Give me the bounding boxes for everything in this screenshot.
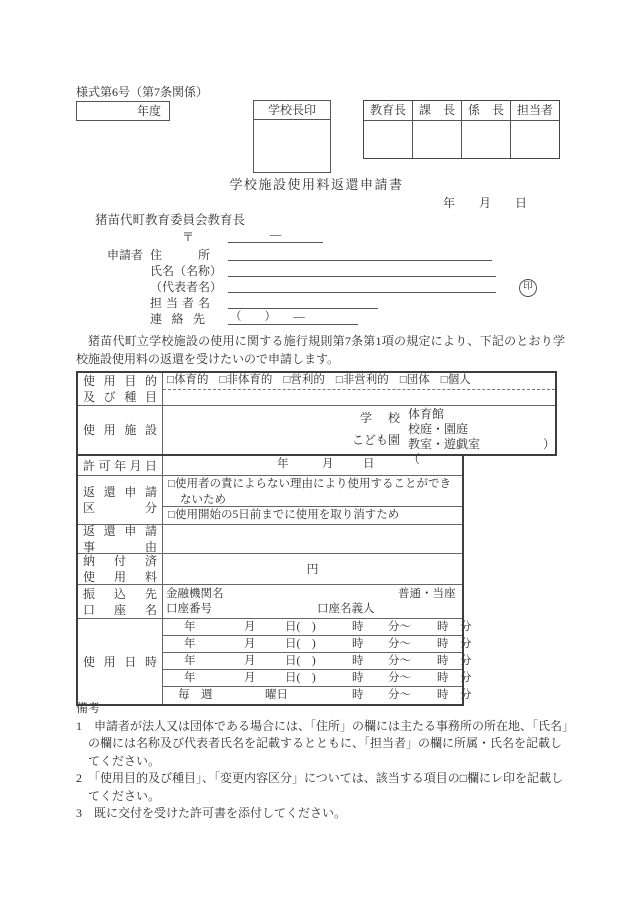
refund-category-option-1: □使用者の責によらない理由により使用することができないため	[163, 476, 462, 507]
approval-col-superintendent: 教育長	[364, 101, 413, 120]
recipient-line: 猪苗代町教育委員会教育長	[95, 213, 246, 227]
facility-option-grounds: 校庭・園庭	[408, 422, 469, 436]
bank-account-content	[163, 585, 462, 618]
intro-paragraph: 猪苗代町立学校施設の使用に関する施行規則第7条第1項の規定により、下記のとおり学校施設使用料の返還を受けたいので申請します。	[76, 334, 565, 366]
yen-unit: 円	[306, 561, 319, 576]
purpose-option-individual: □個人	[440, 374, 471, 387]
refund-reason-content	[163, 525, 462, 553]
fiscal-year-label: 年度	[136, 103, 161, 118]
usage-date-line: 年 月 日( ) 時 分～ 時 分	[163, 619, 462, 636]
name-line	[228, 262, 496, 277]
purpose-content	[163, 373, 555, 405]
refund-category-option-2: □使用開始の5日前までに使用を取り消すため	[168, 509, 400, 521]
contact-line: （ ） —	[228, 310, 358, 325]
remark-item-1: 1 申請者が法人又は団体である場合には、「住所」の欄には主たる事務所の所在地、「氏名」の欄には名称及び代表者氏名を記載するとともに、「担当者」の欄に所属・氏名を記載してください。	[76, 718, 569, 768]
school-label: 学 校	[360, 411, 400, 425]
account-number-label: 口座番号	[166, 603, 212, 615]
facility-option-gym: 体育館	[408, 407, 445, 421]
applicant-group-label: 申請者	[107, 248, 144, 262]
table-narrow-block	[76, 456, 472, 706]
paid-fee-row	[78, 554, 462, 585]
facility-content	[163, 406, 555, 466]
approval-stamp-cell	[462, 120, 511, 158]
bank-account-row	[78, 585, 462, 619]
postal-code-line	[228, 228, 323, 243]
permit-year: 年	[277, 458, 289, 470]
approval-col-section-chief: 課 長	[413, 101, 462, 120]
kindergarten-label: こども園	[352, 433, 401, 447]
principal-seal-box	[253, 100, 331, 173]
postal-mark: 〒	[182, 230, 195, 244]
fiscal-year-box	[76, 101, 170, 121]
purpose-option-athletic: □体育的	[167, 374, 209, 387]
approval-stamp-cell	[511, 120, 559, 158]
approval-stamp-cell	[413, 120, 462, 158]
refund-category-label: 返 還 申 請 区 分	[78, 476, 163, 524]
address-line	[228, 246, 492, 261]
usage-datetime-label: 使 用 日 時	[78, 619, 163, 704]
refund-category-content	[163, 476, 462, 524]
purpose-option-non-commercial: □非営利的	[335, 374, 389, 387]
usage-datetime-content	[163, 619, 472, 704]
address-label: 住 所	[150, 248, 210, 262]
bank-account-label: 振 込 先 口 座 名	[78, 585, 163, 618]
purpose-writein-line	[163, 390, 555, 405]
remarks-heading: 備考	[76, 701, 101, 715]
permit-date-content	[163, 456, 462, 475]
approval-table	[363, 100, 560, 159]
date-line: 年 月 日	[443, 196, 528, 210]
seal-mark: 印	[523, 282, 533, 293]
application-table	[76, 371, 557, 706]
institution-label: 金融機関名	[166, 588, 224, 600]
contact-person-line	[228, 294, 378, 309]
contact-person-label: 担 当 者 名	[150, 296, 210, 310]
representative-label: （代表者名）	[150, 280, 223, 294]
remarks-section	[76, 700, 570, 823]
facility-option-room: 教室・遊戯室（ ）	[408, 437, 555, 466]
purpose-option-non-athletic: □非体育的	[219, 374, 273, 387]
approval-stamp-row	[364, 120, 559, 158]
form-number: 様式第6号（第7条関係）	[76, 85, 209, 99]
remark-item-3: 3 既に交付を受けた許可書を添付してください。	[76, 806, 347, 820]
paid-fee-label: 納 付 済 使 用 料	[78, 554, 163, 584]
usage-date-line: 年 月 日( ) 時 分～ 時 分	[163, 670, 462, 687]
approval-stamp-cell	[364, 120, 413, 158]
approval-header-row	[364, 101, 559, 120]
usage-date-line: 年 月 日( ) 時 分～ 時 分	[163, 653, 462, 670]
purpose-option-group: □団体	[399, 374, 430, 387]
postal-separator: —	[269, 229, 282, 241]
seal-stamp-icon	[519, 279, 537, 297]
permit-day: 日	[363, 458, 375, 470]
purpose-options-line	[163, 373, 555, 390]
room-writein-gap	[486, 437, 543, 467]
purpose-row	[78, 373, 555, 406]
facility-label: 使 用 施 設	[78, 406, 163, 454]
usage-datetime-row	[78, 619, 472, 704]
purpose-label: 使 用 目 的 及 び 種 目	[78, 373, 163, 405]
account-type-label: 普通・当座	[398, 588, 456, 600]
permit-month: 月	[322, 458, 334, 470]
name-label: 氏名（名称）	[150, 264, 223, 278]
usage-weekly-line: 毎 週 曜日 時 分～ 時 分	[178, 689, 472, 701]
contact-label: 連 絡 先	[150, 312, 205, 326]
remark-item-2: 2 「使用目的及び種目」、「変更内容区分」については、該当する項目の□欄にレ印を記載してください。	[76, 771, 564, 803]
purpose-option-commercial: □営利的	[283, 374, 325, 387]
principal-seal-area	[254, 120, 330, 172]
refund-category-row	[78, 476, 462, 525]
paid-fee-content	[163, 554, 462, 584]
representative-line	[228, 278, 496, 293]
form-title: 学校施設使用料返還申請書	[229, 177, 404, 192]
approval-col-subsection-chief: 係 長	[462, 101, 511, 120]
usage-date-line: 年 月 日( ) 時 分～ 時 分	[163, 636, 462, 653]
refund-reason-label: 返 還 申 請 事 由	[78, 525, 163, 553]
approval-col-person-in-charge: 担当者	[516, 103, 553, 117]
permit-date-row	[78, 456, 462, 476]
refund-reason-row	[78, 525, 462, 554]
permit-date-label: 許 可 年 月 日	[78, 456, 163, 475]
account-holder-label: 口座名義人	[317, 603, 375, 615]
principal-seal-label: 学校長印	[254, 101, 330, 120]
